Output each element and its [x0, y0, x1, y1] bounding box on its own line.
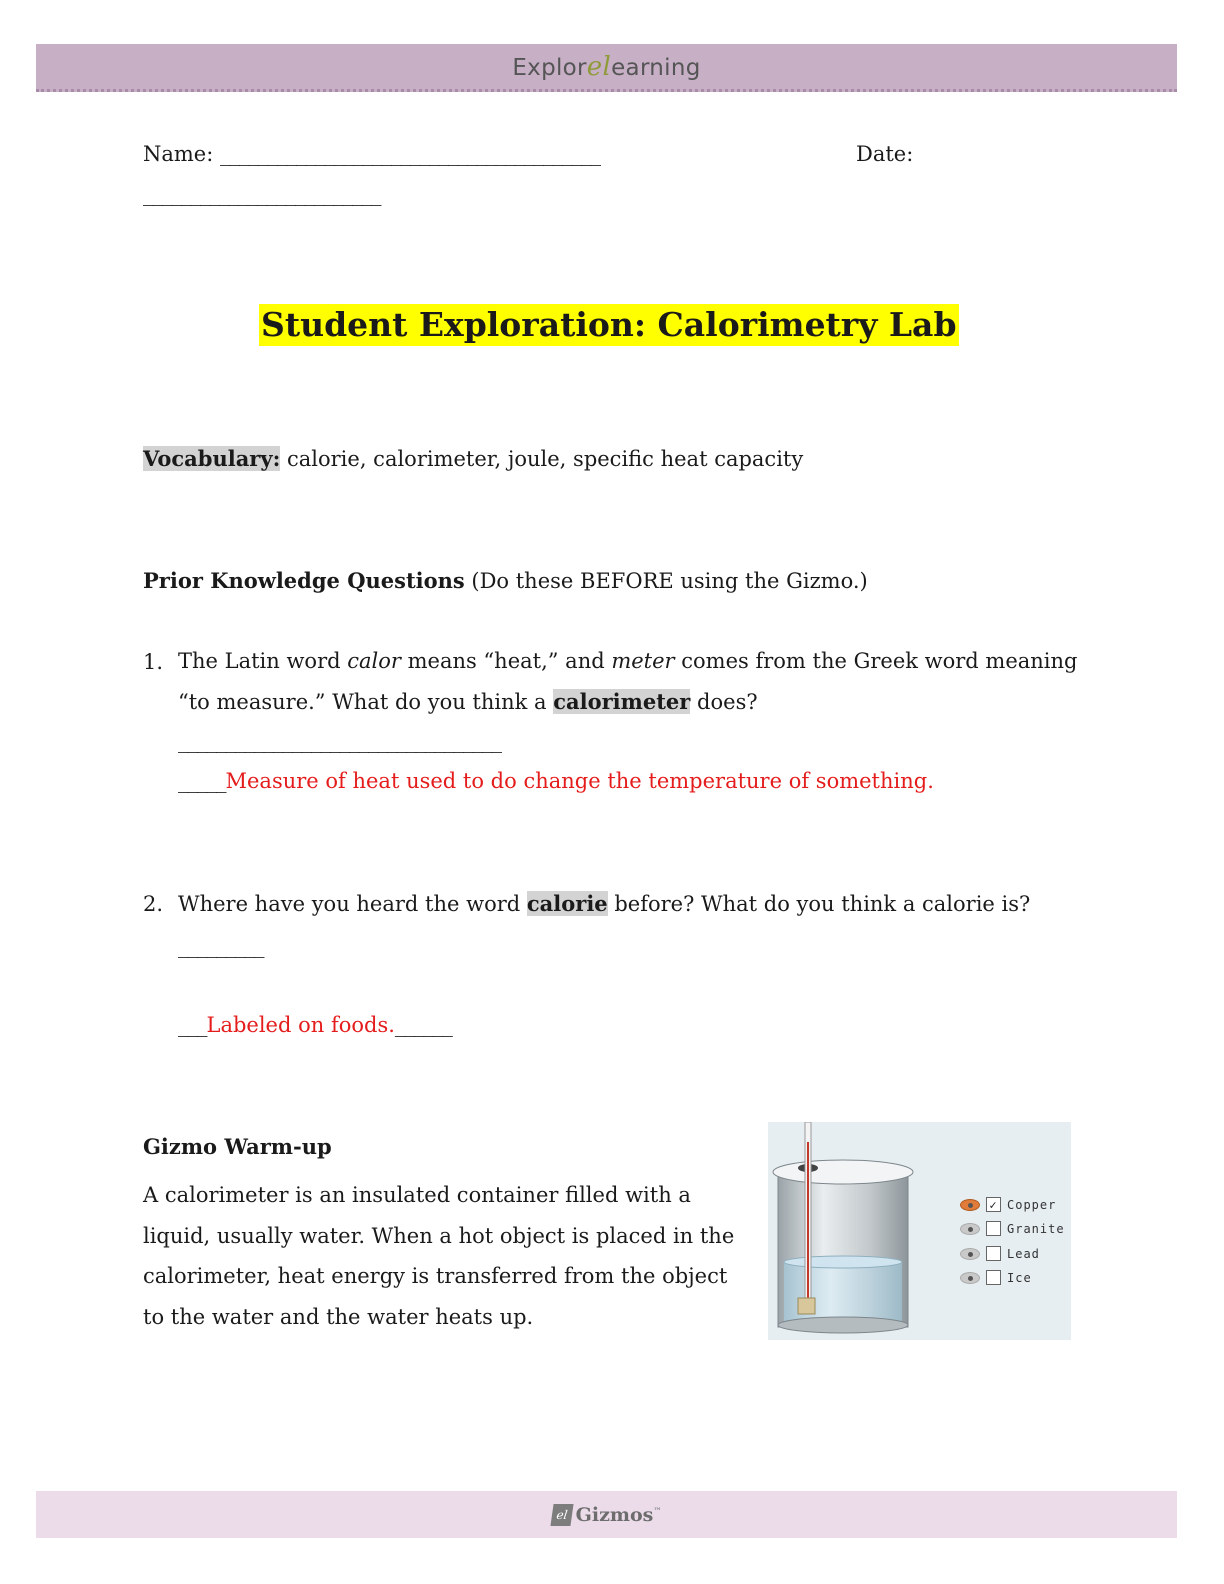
calorimeter-illustration	[768, 1122, 953, 1340]
option-lead[interactable]: Lead	[960, 1246, 1040, 1261]
vocabulary-label: Vocabulary:	[143, 446, 281, 471]
q2-line1: Where have you heard the word calorie before? What do you think a calorie is?	[178, 891, 1031, 916]
gizmos-mark-icon: el	[550, 1504, 573, 1526]
warmup-heading: Gizmo Warm-up	[143, 1134, 332, 1159]
checkbox-icon[interactable]	[986, 1221, 1001, 1236]
option-ice[interactable]: Ice	[960, 1270, 1032, 1285]
calorimeter-figure	[768, 1122, 1071, 1340]
checkbox-icon[interactable]	[986, 1246, 1001, 1261]
prior-knowledge-heading	[143, 568, 868, 593]
q1-answer: Measure of heat used to do change the temperature of something.	[225, 769, 934, 793]
q2-blank-line[interactable]: _________	[178, 934, 264, 958]
q1-line1: The Latin word calor means “heat,” and meter comes from the Greek word meaning	[178, 649, 1078, 673]
warmup-body: A calorimeter is an insulated container filled with a liquid, usually water. When a hot object is placed in the calorimeter, heat energy is transferred from the object to the water and the water heats up.	[143, 1183, 735, 1329]
checkbox-icon[interactable]	[986, 1270, 1001, 1285]
eye-icon[interactable]	[960, 1248, 980, 1260]
page-title: Student Exploration: Calorimetry Lab	[261, 305, 957, 344]
date-blank[interactable]: _________________________	[143, 182, 381, 206]
calorie-term: calorie	[526, 891, 608, 916]
header-bar	[36, 44, 1177, 92]
date-label: Date:	[856, 142, 914, 166]
gizmos-logo: Gizmos™	[575, 1503, 662, 1526]
prior-knowledge-title: Prior Knowledge Questions	[143, 568, 465, 593]
footer-bar	[36, 1491, 1177, 1538]
q2-answer-line[interactable]: ___Labeled on foods.______	[178, 1013, 452, 1037]
explorelearning-logo: Explorelearning	[512, 51, 701, 82]
q1-line2: “to measure.” What do you think a calorimeter does?	[178, 689, 758, 714]
name-field	[143, 142, 600, 166]
vocabulary-line	[143, 446, 803, 471]
vocabulary-terms: calorie, calorimeter, joule, specific heat capacity	[280, 447, 804, 471]
q1-blank-line[interactable]: __________________________________	[178, 729, 501, 753]
prior-knowledge-note: (Do these BEFORE using the Gizmo.)	[464, 569, 868, 593]
eye-icon[interactable]	[960, 1223, 980, 1235]
q2-number: 2.	[143, 892, 164, 916]
eye-icon[interactable]	[960, 1199, 980, 1211]
calorimeter-term: calorimeter	[553, 689, 691, 714]
q1-answer-line[interactable]: _____Measure of heat used to do change the temperature of something.	[178, 769, 934, 793]
checkbox-checked-icon[interactable]: ✓	[986, 1197, 1001, 1212]
name-label: Name:	[143, 142, 214, 166]
eye-icon[interactable]	[960, 1272, 980, 1284]
q2-answer: Labeled on foods.	[206, 1013, 395, 1037]
name-blank[interactable]: ________________________________________	[220, 142, 600, 166]
q1-number: 1.	[143, 650, 164, 674]
option-granite[interactable]: Granite	[960, 1221, 1065, 1236]
option-copper[interactable]: ✓ Copper	[960, 1197, 1056, 1212]
